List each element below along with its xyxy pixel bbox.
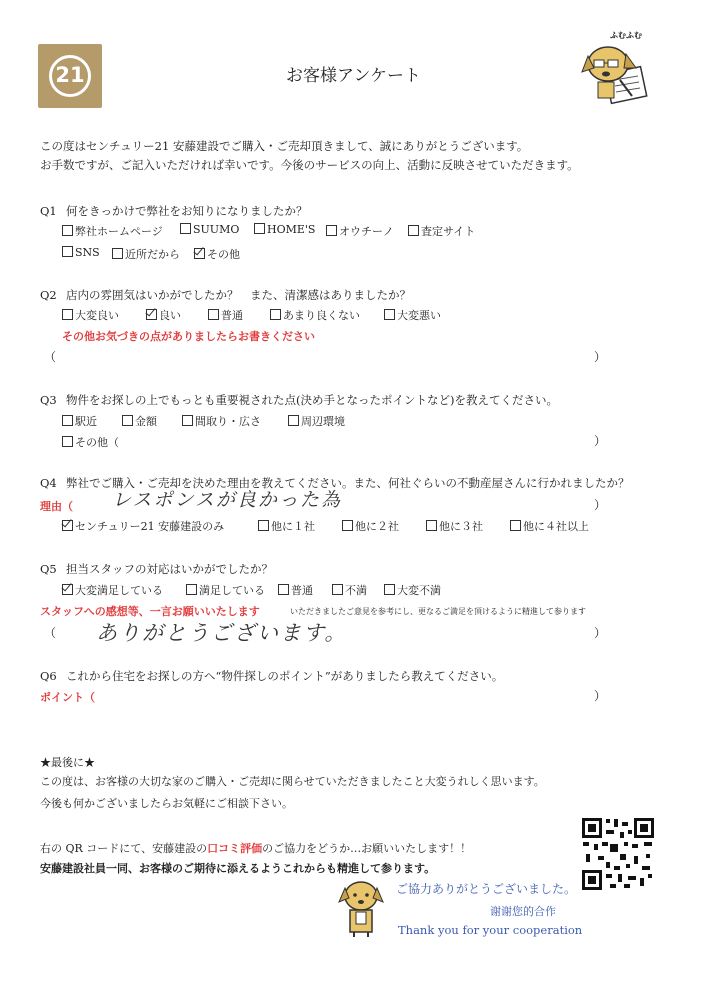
q6-paren-close: ） bbox=[594, 689, 607, 703]
checkbox[interactable] bbox=[384, 309, 395, 320]
checkbox[interactable] bbox=[384, 584, 395, 595]
q6-number: Q6 bbox=[40, 669, 57, 683]
q4-option-3[interactable]: 他に３社 bbox=[426, 518, 483, 534]
q5-option-unsatisfied[interactable]: 不満 bbox=[332, 582, 367, 598]
q2-text: 店内の雰囲気はいかがでしたか？ また、清潔感はありましたか？ bbox=[66, 288, 411, 302]
q2-note: その他お気づきの点がありましたらお書きください bbox=[62, 330, 315, 343]
q2-option-very-good[interactable]: 大変良い bbox=[62, 307, 119, 323]
q2-option-normal[interactable]: 普通 bbox=[208, 307, 243, 323]
q3-text: 物件をお探しの上でもっとも重要視された点(決め手となったポイントなど)を教えてください。 bbox=[66, 393, 558, 407]
q5-number: Q5 bbox=[40, 562, 57, 576]
q4-paren-close: ） bbox=[594, 498, 607, 512]
q4-option-4plus[interactable]: 他に４社以上 bbox=[510, 518, 589, 534]
closing-line-3: 右の QR コードにて、安藤建設の口コミ評価のご協力をどうか…お願いいたします！！ bbox=[40, 842, 472, 855]
checkbox[interactable] bbox=[182, 415, 193, 426]
checkbox[interactable] bbox=[62, 309, 73, 320]
q4-option-1[interactable]: 他に１社 bbox=[258, 518, 315, 534]
q5-handwritten-answer: ありがとうございます。 bbox=[96, 621, 348, 645]
checkbox[interactable] bbox=[270, 309, 281, 320]
checkbox[interactable] bbox=[326, 225, 337, 236]
q5-note: スタッフへの感想等、一言お願いいたします bbox=[40, 605, 260, 618]
q1-option-other[interactable]: その他 bbox=[194, 246, 240, 262]
q4-text: 弊社でご購入・ご売却を決めた理由を教えてください。また、何社ぐらいの不動産屋さんに行かれましたか？ bbox=[66, 476, 630, 490]
qr-code[interactable] bbox=[580, 816, 656, 892]
q4-option-only-us[interactable]: センチュリー21 安藤建設のみ bbox=[62, 518, 224, 534]
q2-option-good[interactable]: 良い bbox=[146, 307, 181, 323]
q1-option-suumo[interactable]: SUUMO bbox=[180, 223, 239, 236]
checkbox[interactable] bbox=[62, 246, 73, 257]
q5-question bbox=[40, 561, 273, 577]
q2-paren-close: ） bbox=[594, 350, 607, 364]
q5-option-satisfied[interactable]: 満足している bbox=[186, 582, 265, 598]
checkbox[interactable] bbox=[180, 223, 191, 234]
closing-heading: ★最後に★ bbox=[40, 756, 95, 769]
checkbox-checked[interactable] bbox=[146, 309, 157, 320]
q4-handwritten-answer: レスポンスが良かった為 bbox=[112, 489, 342, 511]
checkbox[interactable] bbox=[62, 436, 73, 447]
q1-option-satei[interactable]: 査定サイト bbox=[408, 223, 475, 239]
checkbox[interactable] bbox=[408, 225, 419, 236]
q3-option-ekichika[interactable]: 駅近 bbox=[62, 413, 97, 429]
checkbox[interactable] bbox=[332, 584, 343, 595]
intro-line-2: お手数ですが、ご記入いただければ幸いです。今後のサービスの向上、活動に反映させていただきます。 bbox=[40, 158, 579, 172]
q1-number: Q1 bbox=[40, 204, 57, 218]
checkbox-checked[interactable] bbox=[62, 584, 73, 595]
q1-text: 何をきっかけで弊社をお知りになりましたか？ bbox=[66, 204, 308, 218]
q2-paren-open: （ bbox=[44, 350, 57, 364]
checkbox[interactable] bbox=[342, 520, 353, 531]
q5-paren-close: ） bbox=[594, 626, 607, 640]
checkbox[interactable] bbox=[112, 248, 123, 259]
q1-question bbox=[40, 203, 308, 219]
q1-option-homepage[interactable]: 弊社ホームページ bbox=[62, 223, 163, 239]
thanks-english: Thank you for your cooperation bbox=[398, 923, 583, 937]
closing-line-4: 安藤建設社員一同、お客様のご期待に添えるようこれからも精進して参ります。 bbox=[40, 862, 436, 875]
mascot-caption: ふむふむ bbox=[610, 31, 642, 40]
q5-option-very-unsatisfied[interactable]: 大変不満 bbox=[384, 582, 441, 598]
q2-question bbox=[40, 287, 411, 303]
q2-option-not-good[interactable]: あまり良くない bbox=[270, 307, 360, 323]
q1-option-kinjo[interactable]: 近所だから bbox=[112, 246, 180, 262]
checkbox-checked[interactable] bbox=[194, 248, 205, 259]
checkbox-checked[interactable] bbox=[62, 520, 73, 531]
thanks-japanese: ご協力ありがとうございました。 bbox=[396, 882, 577, 896]
checkbox[interactable] bbox=[186, 584, 197, 595]
checkbox[interactable] bbox=[62, 225, 73, 236]
q4-option-2[interactable]: 他に２社 bbox=[342, 518, 399, 534]
q3-option-kingaku[interactable]: 金額 bbox=[122, 413, 157, 429]
q3-option-other[interactable]: その他（ bbox=[62, 434, 119, 450]
q6-question bbox=[40, 668, 503, 684]
page-title: お客様アンケート bbox=[286, 66, 421, 86]
q3-option-madori[interactable]: 間取り・広さ bbox=[182, 413, 261, 429]
q5-paren-open: （ bbox=[44, 626, 57, 640]
checkbox[interactable] bbox=[208, 309, 219, 320]
q4-reason-label: 理由（ bbox=[40, 500, 73, 513]
checkbox[interactable] bbox=[258, 520, 269, 531]
checkbox[interactable] bbox=[510, 520, 521, 531]
logo-text: 21 bbox=[55, 63, 85, 87]
q4-number: Q4 bbox=[40, 476, 57, 490]
checkbox[interactable] bbox=[278, 584, 289, 595]
mascot-bowing-image bbox=[336, 876, 386, 938]
q1-option-ouchino[interactable]: オウチーノ bbox=[326, 223, 394, 239]
mascot-writing-image bbox=[580, 30, 660, 108]
q5-note-small: いただきましたご意見を参考にし、更なるご満足を頂けるように精進して参ります bbox=[290, 607, 586, 616]
q2-number: Q2 bbox=[40, 288, 57, 302]
q1-option-sns[interactable]: SNS bbox=[62, 246, 100, 259]
q2-option-very-bad[interactable]: 大変悪い bbox=[384, 307, 441, 323]
q5-option-normal[interactable]: 普通 bbox=[278, 582, 313, 598]
q3-option-shuhen[interactable]: 周辺環境 bbox=[288, 413, 345, 429]
checkbox[interactable] bbox=[288, 415, 299, 426]
q5-option-very-satisfied[interactable]: 大変満足している bbox=[62, 582, 163, 598]
thanks-chinese: 谢谢您的合作 bbox=[490, 905, 556, 918]
closing-line-2: 今後も何かございましたらお気軽にご相談下さい。 bbox=[40, 797, 293, 810]
q3-paren-close: ） bbox=[594, 434, 607, 448]
q1-option-homes[interactable]: HOME'S bbox=[254, 223, 315, 236]
q6-point-label: ポイント（ bbox=[40, 691, 95, 704]
q5-text: 担当スタッフの対応はいかがでしたか？ bbox=[66, 562, 273, 576]
q3-question bbox=[40, 392, 558, 408]
checkbox[interactable] bbox=[254, 223, 265, 234]
q6-text: これから住宅をお探しの方へ“物件探しのポイント”がありましたら教えてください。 bbox=[66, 669, 504, 683]
kuchikomi-emphasis: 口コミ評価 bbox=[207, 842, 263, 855]
checkbox[interactable] bbox=[62, 415, 73, 426]
q3-number: Q3 bbox=[40, 393, 57, 407]
closing-line-1: この度は、お客様の大切な家のご購入・ご売却に関らせていただきましたこと大変うれしく思います。 bbox=[40, 775, 545, 788]
checkbox[interactable] bbox=[122, 415, 133, 426]
intro-line-1: この度はセンチュリー21 安藤建設でご購入・ご売却頂きまして、誠にありがとうございます。 bbox=[40, 139, 529, 153]
checkbox[interactable] bbox=[426, 520, 437, 531]
